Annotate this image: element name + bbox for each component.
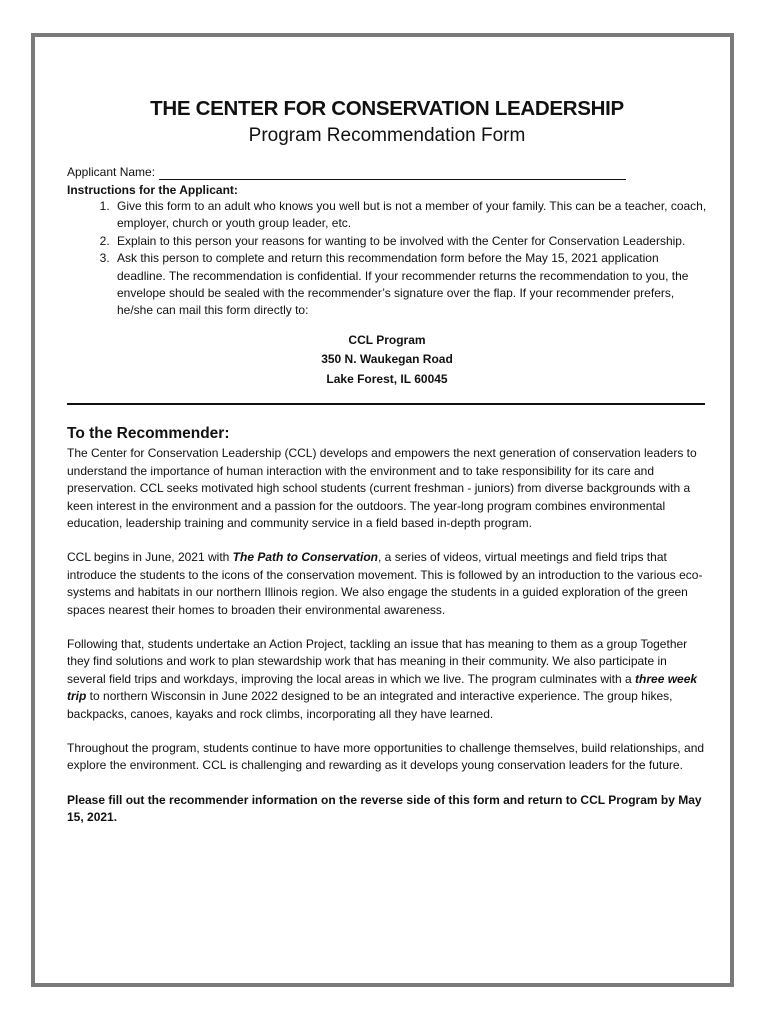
address-line-1: CCL Program — [348, 332, 426, 347]
paragraph-3-body: to northern Wisconsin in June 2022 designed to be an integrated and interactive experience. The group hikes, backpacks, canoes, kayaks and rock climbs, incorporating all they have learned. — [67, 689, 673, 721]
address-line-2: 350 N. Waukegan Road — [321, 352, 453, 367]
instructions-heading: Instructions for the Applicant: — [67, 183, 238, 197]
mailing-address — [67, 331, 707, 390]
closing-instructions: Please fill out the recommender information on the reverse side of this form and return to CCL Program by May 15, 2021. — [67, 792, 702, 825]
paragraph-2-intro: CCL begins in June, 2021 with — [67, 550, 233, 565]
recommender-paragraph-3 — [67, 636, 707, 723]
applicant-name-label: Applicant Name: — [67, 165, 156, 179]
applicant-name-row — [67, 164, 707, 180]
instruction-item: 3. Ask this person to complete and return this recommendation form before the May 15, 2021 application deadline. The recommendation is confidential. If your recommender returns the recommendation to you, the envelope should be sealed with the recommender’s signature over the flap. If your recommender prefers, he/she can mail this form directly to: — [113, 250, 707, 320]
recommender-paragraph-1: The Center for Conservation Leadership (CCL) develops and empowers the next generation of conservation leaders to understand the importance of human interaction with the environment and to take responsibility for its care and preservation. CCL seeks motivated high school students (current freshman - juniors) from diverse backgrounds with a keen interest in the environment and a passion for the outdoors. The year-long program combines environmental education, leadership training and community service in a field based in-depth program. — [67, 446, 697, 530]
page-subtitle: Program Recommendation Form — [248, 125, 526, 146]
form-content — [67, 96, 707, 827]
trip-emphasis: three week trip — [67, 671, 698, 704]
instruction-item: 2. Explain to this person your reasons for wanting to be involved with the Center for Conservation Leadership. — [113, 233, 707, 250]
paragraph-2-body: , a series of videos, virtual meetings and field trips that introduce the students to the icons of the conservation movement. This is followed by an introduction to the various eco-systems and habitats in our northern Illinois region. We also engage the students in a guided exploration of the green spaces nearest their homes to broaden their environmental awareness. — [67, 550, 703, 617]
page-title: THE CENTER FOR CONSERVATION LEADERSHIP — [150, 97, 624, 120]
recommender-paragraph-4: Throughout the program, students continue to have more opportunities to challenge themselves, build relationships, and explore the environment. CCL is challenging and rewarding as it develops young conservation leaders for the future. — [67, 741, 705, 773]
instruction-item: 1. Give this form to an adult who knows you well but is not a member of your family. This can be a teacher, coach, employer, church or youth group leader, etc. — [113, 198, 707, 233]
address-line-3: Lake Forest, IL 60045 — [326, 371, 448, 386]
section-divider — [67, 403, 705, 405]
instructions-list — [67, 198, 707, 320]
recommender-heading: To the Recommender: — [67, 425, 230, 443]
paragraph-3-intro: Following that, students undertake an Action Project, tackling an issue that has meaning to them as a group Together they find solutions and work to plan stewardship work that has meaning in their community. We also participate in several field trips and workdays, improving the local areas in which we live. The program culminates with a — [67, 637, 688, 686]
recommender-paragraph-2 — [67, 549, 707, 619]
applicant-name-field[interactable] — [159, 166, 626, 180]
program-name-emphasis: The Path to Conservation — [232, 550, 379, 565]
